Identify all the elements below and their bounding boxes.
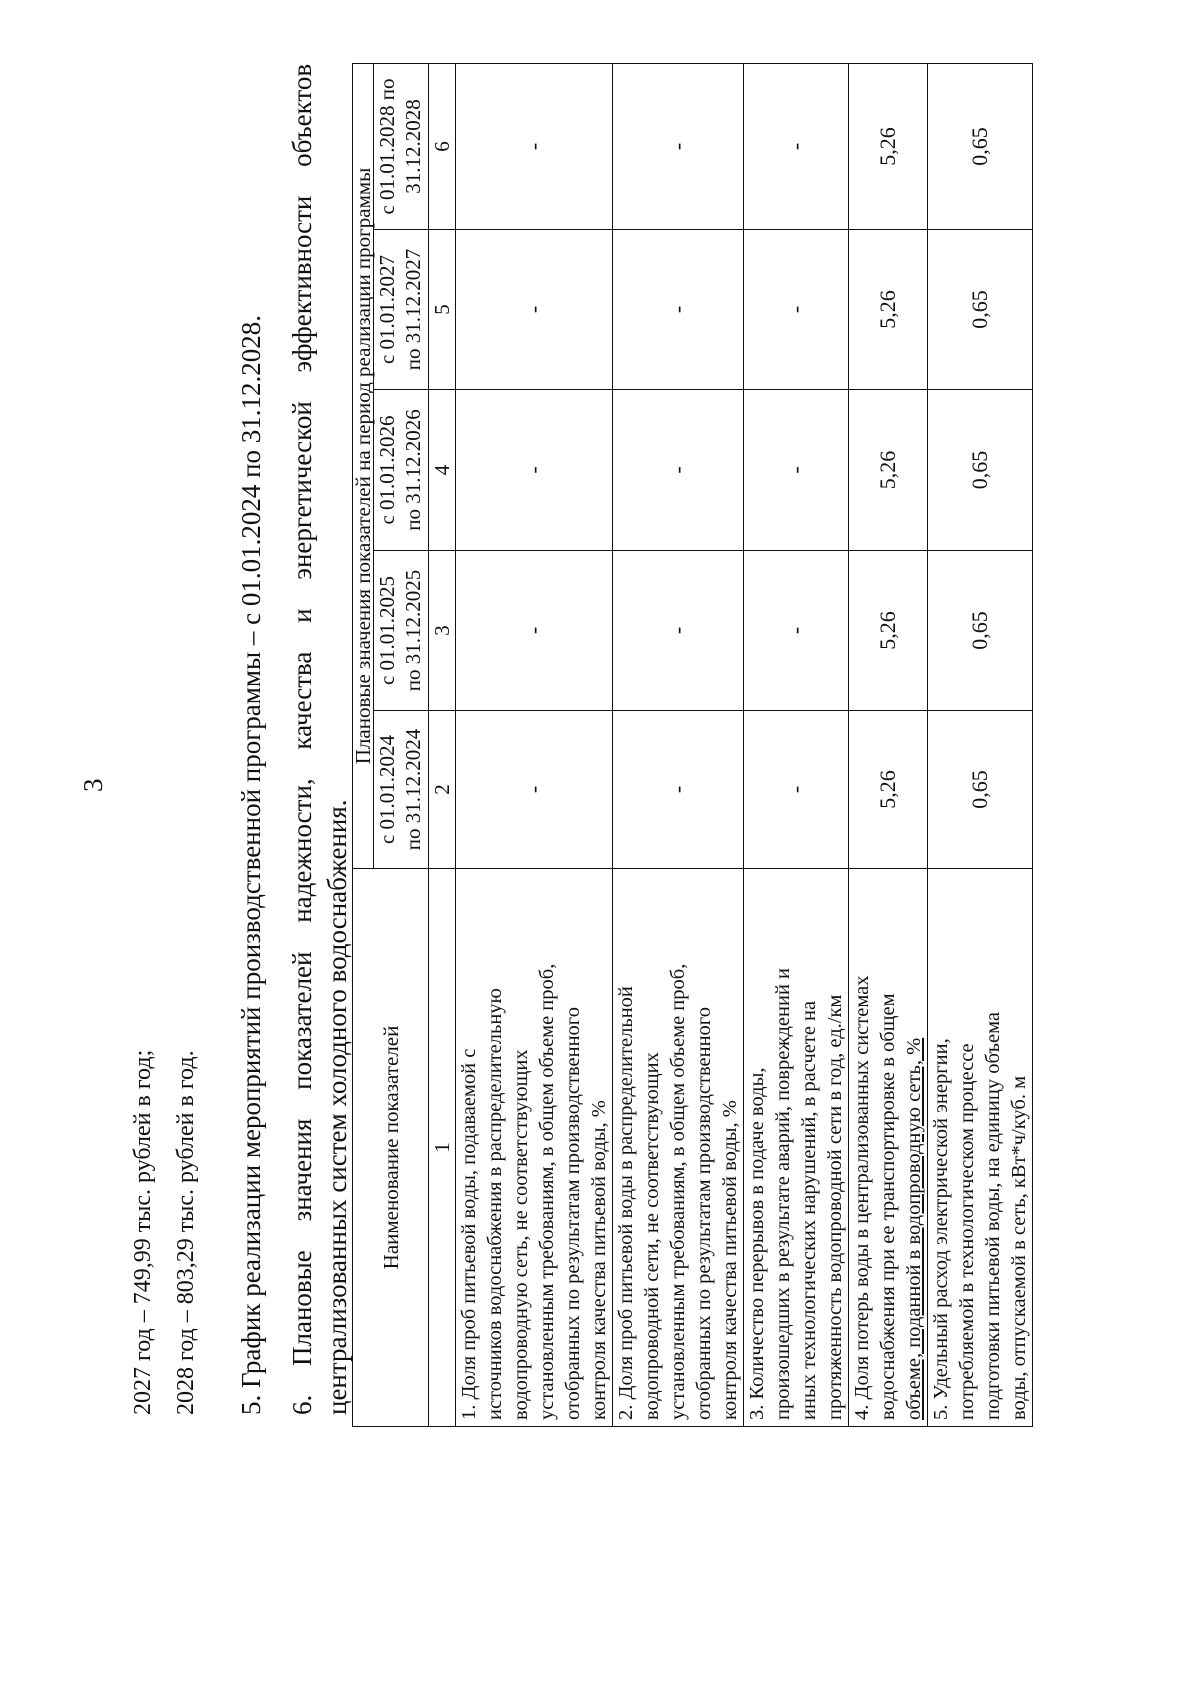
column-number: 1 xyxy=(429,869,456,1427)
period-end: по 31.12.2027 xyxy=(401,248,425,371)
header-period xyxy=(374,63,429,229)
indicator-line: 5. Удельный расход электрической энергии, xyxy=(930,1038,952,1420)
indicators-table xyxy=(352,63,1033,1427)
section-6-word: надежности, xyxy=(287,778,317,923)
section-6-word: эффективности xyxy=(287,195,317,373)
indicator-line: установленным требованиям, в общем объеме проб, xyxy=(667,963,689,1420)
indicator-value: - xyxy=(613,390,744,551)
header-plan-values: Плановые значения показателей на период реализации программы xyxy=(353,63,374,868)
rotated-page xyxy=(0,63,1200,1643)
table-header-row xyxy=(353,63,374,1426)
indicator-line: подготовки питьевой воды, на единицу объема xyxy=(982,1011,1004,1420)
indicator-value: - xyxy=(744,230,849,390)
indicator-line: отобранных по результатам производственного xyxy=(693,1007,715,1420)
header-period xyxy=(374,711,429,869)
indicator-name xyxy=(744,869,849,1427)
section-6-word: показателей xyxy=(287,951,317,1090)
indicator-line: 4. Доля потерь воды в централизованных системах xyxy=(851,975,873,1420)
indicator-line: воды, отпускаемой в сеть, кВт*ч/куб. м xyxy=(1008,1075,1030,1420)
table-row xyxy=(928,63,1033,1426)
indicator-value: - xyxy=(456,711,613,869)
indicator-line: потребляемой в технологическом процессе xyxy=(956,1043,978,1420)
indicator-value: 0,65 xyxy=(928,63,1033,229)
table-column-number-row xyxy=(429,63,456,1426)
cost-line-2028: 2028 год – 803,29 тыс. рублей в год. xyxy=(173,1050,199,1415)
period-end: 31.12.2028 xyxy=(401,99,425,194)
indicator-line: водоснабжения при ее транспортировке в общем xyxy=(877,993,899,1420)
column-number: 6 xyxy=(429,63,456,229)
indicator-value: 0,65 xyxy=(928,711,1033,869)
period-start: с 01.01.2026 xyxy=(375,415,399,525)
indicator-value: - xyxy=(613,711,744,869)
cost-line-2027: 2027 год – 749,99 тыс. рублей в год; xyxy=(130,1049,156,1415)
indicator-name xyxy=(456,869,613,1427)
section-6-heading-line2: централизованных систем холодного водоснабжения. xyxy=(322,799,352,1415)
column-number: 5 xyxy=(429,230,456,390)
section-5-heading: 5. График реализации мероприятий производственной программы – с 01.01.2024 по 31.12.2028. xyxy=(236,314,266,1415)
section-6-word: энергетической xyxy=(287,401,317,580)
section-6-word: качества xyxy=(287,651,317,750)
section-6-word: значения xyxy=(287,1118,317,1222)
indicator-line: объеме, поданной в водопроводную сеть, % xyxy=(903,1037,925,1420)
indicator-line: водопроводную сеть, не соответствующих xyxy=(510,1049,532,1420)
section-6-heading-line1 xyxy=(287,64,318,1415)
indicator-value: - xyxy=(456,230,613,390)
indicator-value: - xyxy=(613,230,744,390)
indicator-line: произошедших в результате аварий, повреждений и xyxy=(772,967,794,1420)
indicator-line: протяженность водопроводной сети в год, ед./км xyxy=(824,994,846,1420)
indicator-value: - xyxy=(744,711,849,869)
table-row xyxy=(849,63,928,1426)
header-indicator-name: Наименование показателей xyxy=(353,869,429,1427)
indicator-value: - xyxy=(613,63,744,229)
indicator-value: - xyxy=(744,551,849,711)
period-end: по 31.12.2026 xyxy=(401,409,425,531)
indicator-line: иных технологических нарушений, в расчете на xyxy=(798,1000,820,1420)
table-row xyxy=(613,63,744,1426)
indicator-line: источников водоснабжения в распределительную xyxy=(484,988,506,1420)
section-6-word: объектов xyxy=(287,63,317,167)
indicator-line: контроля качества питьевой воды, % xyxy=(588,1100,610,1420)
indicator-line: 3. Количество перерывов в подаче воды, xyxy=(746,1067,768,1420)
column-number: 3 xyxy=(429,551,456,711)
period-start: с 01.01.2024 xyxy=(375,734,399,845)
indicator-value: 5,26 xyxy=(849,63,928,229)
column-number: 2 xyxy=(429,711,456,869)
indicator-value: 5,26 xyxy=(849,551,928,711)
period-end: по 31.12.2025 xyxy=(401,569,425,692)
header-period xyxy=(374,230,429,390)
section-6-word: Плановые xyxy=(287,1250,317,1366)
header-period xyxy=(374,551,429,711)
indicator-value: 0,65 xyxy=(928,551,1033,711)
header-period xyxy=(374,390,429,551)
indicator-name xyxy=(849,869,928,1427)
period-start: с 01.01.2028 по xyxy=(375,78,399,215)
indicator-line: отобранных по результатам производственного xyxy=(562,1007,584,1420)
period-end: по 31.12.2024 xyxy=(401,728,425,851)
indicator-line: водопроводной сети, не соответствующих xyxy=(641,1052,663,1420)
indicator-value: - xyxy=(456,390,613,551)
indicator-value: - xyxy=(613,551,744,711)
indicator-value: 5,26 xyxy=(849,711,928,869)
section-6-word: 6. xyxy=(287,1394,317,1415)
page-number: 3 xyxy=(78,778,108,792)
indicator-value: - xyxy=(456,551,613,711)
period-start: с 01.01.2025 xyxy=(375,575,399,686)
indicator-line: 2. Доля проб питьевой воды в распределительной xyxy=(615,986,637,1420)
indicator-value: - xyxy=(456,63,613,229)
indicator-value: - xyxy=(744,390,849,551)
indicator-value: 5,26 xyxy=(849,230,928,390)
indicator-value: 0,65 xyxy=(928,390,1033,551)
indicator-value: 0,65 xyxy=(928,230,1033,390)
indicator-value: 5,26 xyxy=(849,390,928,551)
indicator-name xyxy=(928,869,1033,1427)
section-6-word: и xyxy=(287,608,317,623)
indicator-line: установленным требованиям, в общем объеме проб, xyxy=(536,963,558,1420)
table-row xyxy=(456,63,613,1426)
table-row xyxy=(744,63,849,1426)
indicator-name xyxy=(613,869,744,1427)
column-number: 4 xyxy=(429,390,456,551)
indicator-value: - xyxy=(744,63,849,229)
indicator-line: 1. Доля проб питьевой воды, подаваемой с xyxy=(458,1048,480,1420)
indicator-line: контроля качества питьевой воды, % xyxy=(719,1100,741,1420)
period-start: с 01.01.2027 xyxy=(375,254,399,365)
